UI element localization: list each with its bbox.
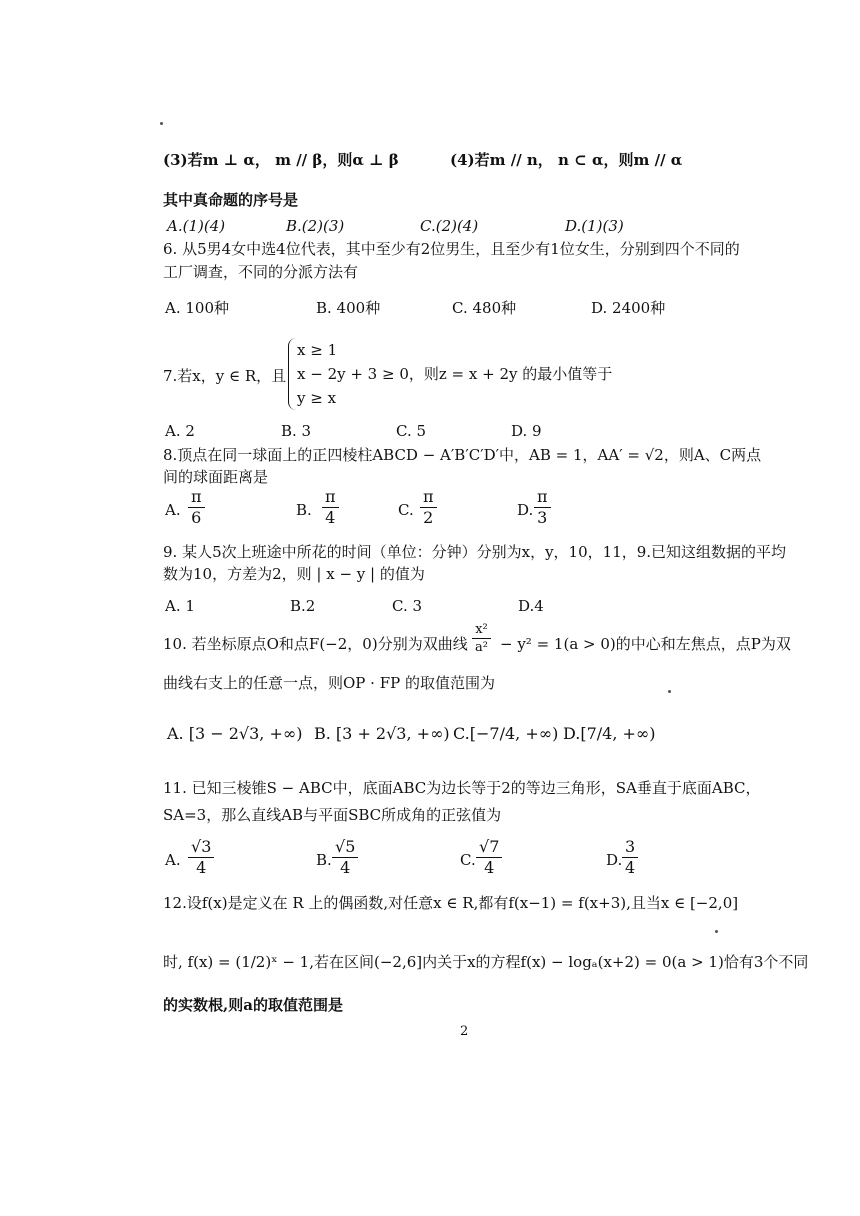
q8-d-denominator: 3 — [537, 508, 548, 527]
proposition-4: (4)若m // n， n ⊂ α，则m // α — [450, 151, 683, 169]
q8-c-numerator: π — [420, 487, 437, 508]
q8-option-c-fraction — [420, 487, 437, 528]
q8-option-c-label: C. — [398, 501, 414, 519]
q8-d-numerator: π — [534, 487, 551, 508]
q5-option-b: B.(2)(3) — [286, 217, 345, 235]
scan-speck — [715, 930, 718, 933]
q8-option-b-fraction — [322, 487, 339, 528]
q9-option-c: C. 3 — [392, 597, 423, 615]
q6-option-c: C. 480种 — [452, 299, 517, 317]
q8-a-numerator: π — [188, 487, 205, 508]
q6-line-1: 6. 从5男4女中选4位代表，其中至少有2位男生，且至少有1位女生，分别到四个不同的 — [163, 240, 740, 258]
q11-option-a-label: A. — [165, 851, 181, 869]
q10-hyperbola-fraction — [472, 621, 491, 656]
q8-line-1: 8.顶点在同一球面上的正四棱柱ABCD − A′B′C′D′中，AB = 1，AA′ = √2，则A、C两点 — [163, 446, 762, 464]
q5-option-d: D.(1)(3) — [565, 217, 624, 235]
q11-option-d-fraction — [622, 837, 638, 878]
q7-constraint-system — [288, 338, 612, 410]
q11-line-2: SA=3，那么直线AB与平面SBC所成角的正弦值为 — [163, 806, 502, 824]
q10-suffix: − y² = 1(a > 0)的中心和左焦点，点P为双 — [500, 635, 791, 653]
q7-prefix: 7.若x，y ∈ R，且 — [163, 367, 287, 385]
q8-b-denominator: 4 — [325, 508, 336, 527]
q9-option-a: A. 1 — [165, 597, 195, 615]
q10-numerator: x² — [472, 621, 491, 639]
q9-line-2: 数为10，方差为2，则 | x − y | 的值为 — [163, 565, 425, 583]
q8-option-d-label: D. — [517, 501, 534, 519]
q11-c-numerator: √7 — [476, 837, 502, 858]
q12-line-2: 时, f(x) = (1/2)ˣ − 1,若在区间(−2,6]内关于x的方程f(x) − logₐ(x+2) = 0(a > 1)恰有3个不同 — [163, 953, 809, 971]
q11-d-denominator: 4 — [625, 858, 636, 877]
q6-option-b: B. 400种 — [316, 299, 381, 317]
scan-speck — [668, 690, 671, 693]
q8-c-denominator: 2 — [423, 508, 434, 527]
q11-a-denominator: 4 — [196, 858, 207, 877]
q8-option-a-label: A. — [165, 501, 181, 519]
q11-option-b-fraction — [332, 837, 358, 878]
q10-line-2: 曲线右支上的任意一点，则OP · FP 的取值范围为 — [163, 674, 495, 692]
q9-option-b: B.2 — [290, 597, 316, 615]
q11-option-c-fraction — [476, 837, 502, 878]
q7-option-a: A. 2 — [165, 422, 195, 440]
q10-option-c: C.[−7/4, +∞) — [453, 724, 559, 743]
q12-line-1: 12.设f(x)是定义在 R 上的偶函数,对任意x ∈ R,都有f(x−1) = f(x+3),且当x ∈ [−2,0] — [163, 894, 739, 912]
q8-option-d-fraction — [534, 487, 551, 528]
q10-option-b: B. [3 + 2√3, +∞) — [314, 724, 450, 743]
q12-line-3: 的实数根,则a的取值范围是 — [163, 996, 343, 1014]
page-number: 2 — [460, 1024, 469, 1039]
q9-line-1: 9. 某人5次上班途中所花的时间（单位：分钟）分别为x，y，10，11，9.已知这组数据的平均 — [163, 543, 787, 561]
q10-prefix: 10. 若坐标原点O和点F(−2，0)分别为双曲线 — [163, 635, 468, 653]
q8-line-2: 间的球面距离是 — [163, 468, 269, 486]
q11-option-a-fraction — [188, 837, 214, 878]
q9-option-d: D.4 — [518, 597, 544, 615]
q6-line-2: 工厂调查，不同的分派方法有 — [163, 263, 359, 281]
q7-constraint-2: x − 2y + 3 ≥ 0，则z = x + 2y 的最小值等于 — [297, 365, 613, 383]
q11-option-d-label: D. — [606, 851, 623, 869]
q8-a-denominator: 6 — [191, 508, 202, 527]
q8-option-b-label: B. — [296, 501, 312, 519]
q11-b-numerator: √5 — [332, 837, 358, 858]
q11-option-b-label: B. — [316, 851, 332, 869]
q7-option-b: B. 3 — [281, 422, 312, 440]
q5-option-a: A.(1)(4) — [167, 217, 226, 235]
q7-option-d: D. 9 — [511, 422, 542, 440]
q7-constraint-3: y ≥ x — [297, 389, 337, 407]
q6-option-d: D. 2400种 — [591, 299, 666, 317]
q10-option-a: A. [3 − 2√3, +∞) — [167, 724, 303, 743]
q8-option-a-fraction — [188, 487, 205, 528]
q10-denominator: a² — [475, 640, 488, 655]
q5-option-c: C.(2)(4) — [420, 217, 479, 235]
q7-option-c: C. 5 — [396, 422, 427, 440]
q6-option-a: A. 100种 — [165, 299, 229, 317]
q11-a-numerator: √3 — [188, 837, 214, 858]
proposition-3: (3)若m ⊥ α， m // β，则α ⊥ β — [163, 151, 399, 169]
q11-line-1: 11. 已知三棱锥S − ABC中，底面ABC为边长等于2的等边三角形，SA垂直于底面ABC， — [163, 779, 761, 797]
true-propositions-prompt: 其中真命题的序号是 — [163, 191, 299, 209]
q10-option-d: D.[7/4, +∞) — [563, 724, 656, 743]
q11-option-c-label: C. — [460, 851, 476, 869]
q7-constraint-1: x ≥ 1 — [297, 341, 338, 359]
q8-b-numerator: π — [322, 487, 339, 508]
q11-c-denominator: 4 — [484, 858, 495, 877]
scan-speck — [160, 122, 163, 125]
q11-d-numerator: 3 — [622, 837, 638, 858]
q11-b-denominator: 4 — [340, 858, 351, 877]
